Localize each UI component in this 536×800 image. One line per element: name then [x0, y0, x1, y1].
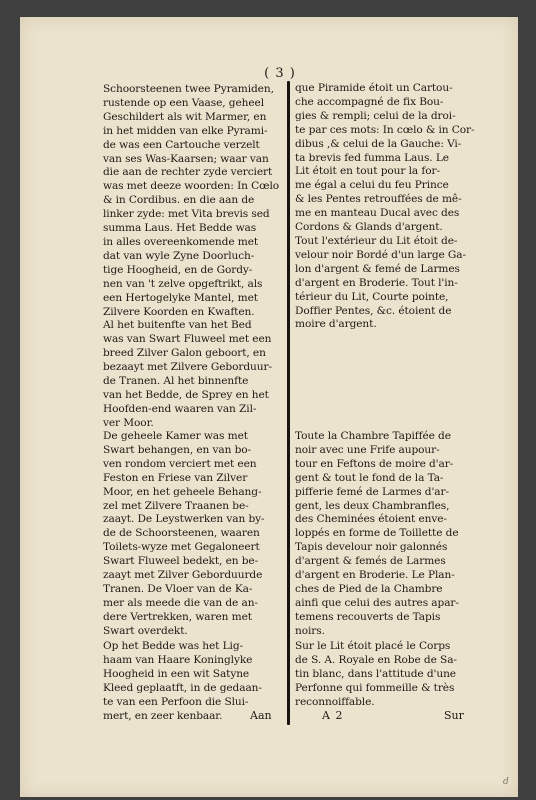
text-line: che accompagné de fix Bou- — [295, 95, 444, 108]
text-line: van ses Was-Kaarsen; waar van — [103, 152, 269, 165]
text-line: me égal a celui du feu Prince — [295, 179, 449, 192]
text-line: van het Bedde, de Sprey en het — [103, 388, 269, 401]
text-line: ver Moor. — [103, 416, 154, 429]
text-line: & in Cordibus. en die aan de — [103, 194, 255, 207]
text-line: in het midden van elke Pyrami- — [103, 124, 268, 137]
left-column-paragraph-1 — [103, 83, 279, 431]
text-line: me en manteau Ducal avec des — [295, 207, 460, 220]
text-line: dibus ,& celui de la Gauche: Vi- — [295, 137, 462, 150]
text-line: Tout l'extérieur du Lit étoit de- — [295, 234, 458, 247]
text-line: zaayt. De Leystwerken van by- — [103, 513, 265, 526]
text-line: mer als meede die van de an- — [103, 596, 258, 609]
text-line: die aan de rechter zyde verciert — [103, 166, 273, 179]
text-line: Moor, en het geheele Behang- — [103, 485, 262, 498]
signature-mark: A 2 — [322, 709, 344, 722]
text-line: mert, en zeer kenbaar. — [103, 709, 223, 722]
text-line: was met deeze woorden: In Cœlo — [103, 180, 280, 193]
text-line: bezaayt met Zilvere Geborduur- — [103, 361, 272, 374]
text-line: Op het Bedde was het Lig- — [103, 640, 243, 652]
text-line: in alles overeenkomende met — [103, 235, 259, 248]
text-line: Geschildert als wit Marmer, en — [103, 110, 267, 123]
text-line: loppés en forme de Toillette de — [295, 527, 459, 540]
text-line: Doffier Pentes, &c. étoient de — [295, 304, 452, 317]
text-line: de Tranen. Al het binnenfte — [103, 375, 249, 388]
text-line: que Piramide étoit un Cartou- — [295, 82, 453, 94]
text-line: Kleed geplaatft, in de gedaan- — [103, 681, 262, 694]
text-line: d'argent en Broderie. Le Plan- — [295, 569, 455, 582]
text-line: De geheele Kamer was met — [103, 430, 248, 442]
text-line: dere Vertrekken, waren met — [103, 610, 252, 623]
text-line: moire d'argent. — [295, 318, 377, 331]
text-line: Swart behangen, en van bo- — [103, 443, 252, 456]
text-line: tour en Feftons de moire d'ar- — [295, 457, 454, 470]
text-line: summa Laus. Het Bedde was — [103, 222, 257, 235]
text-line: een Hertogelyke Mantel, met — [103, 291, 258, 304]
text-line: Perfonne qui fommeille & très — [295, 681, 455, 694]
right-column-paragraph-1 — [295, 82, 475, 332]
text-line: breed Zilver Galon geboort, en — [103, 347, 266, 360]
text-line: Al het buitenfte van het Bed — [103, 319, 252, 332]
text-line: gent & tout le fond de la Ta- — [295, 471, 444, 484]
text-line: lon d'argent & femé de Larmes — [295, 262, 460, 275]
page-number: ( 3 ) — [264, 66, 296, 81]
text-line: & les Pentes retrouffées de mê- — [295, 193, 462, 206]
text-line: d'argent & femés de Larmes — [295, 555, 446, 568]
text-line: Hoofden-end waaren van Zil- — [103, 402, 257, 415]
text-line: nen van 't zelve opgeftrikt, als — [103, 277, 263, 290]
text-line: rustende op een Vaase, geheel — [103, 96, 264, 109]
text-line: temens recouverts de Tapis — [295, 610, 441, 623]
text-line: Lit étoit en tout pour la for- — [295, 165, 440, 178]
text-line: noir avec une Frife aupour- — [295, 443, 440, 456]
text-line: dat van wyle Zyne Doorluch- — [103, 249, 255, 262]
text-line: de de Schoorsteenen, waaren — [103, 527, 260, 540]
text-line: ven rondom verciert met een — [103, 457, 257, 470]
text-line: reconnoiffable. — [295, 695, 375, 708]
catchword-left: Aan — [250, 709, 272, 722]
catchword-right: Sur — [444, 709, 464, 722]
text-line: ta brevis fed fumma Laus. Le — [295, 151, 449, 164]
text-line: tige Hoogheid, en de Gordy- — [103, 263, 253, 276]
pencil-mark: d — [503, 777, 509, 787]
right-column-paragraph-3 — [295, 640, 459, 710]
text-line: Schoorsteenen twee Pyramiden, — [103, 83, 274, 95]
text-line: térieur du Lit, Courte pointe, — [295, 290, 449, 303]
text-line: Cordons & Glands d'argent. — [295, 221, 443, 234]
text-line: Hoogheid in een wit Satyne — [103, 667, 250, 680]
text-line: gies & rempli; celui de la droi- — [295, 109, 456, 122]
text-line: Tranen. De Vloer van de Ka- — [103, 582, 253, 595]
text-line: gent, les deux Chambranfles, — [295, 499, 450, 512]
left-column-paragraph-2 — [103, 430, 279, 639]
text-line: Tapis develour noir galonnés — [295, 541, 448, 554]
text-line: Toilets-wyze met Gegaloneert — [103, 541, 260, 554]
text-line: te van een Perfoon die Slui- — [103, 695, 249, 708]
text-line: de was een Cartouche verzelt — [103, 138, 260, 151]
text-line: noirs. — [295, 624, 325, 637]
text-line: d'argent en Broderie. Tout l'in- — [295, 276, 458, 289]
text-line: te par ces mots: In cœlo & in Cor- — [295, 123, 475, 136]
text-line: was van Swart Fluweel met een — [103, 333, 272, 346]
text-line: Zilvere Koorden en Kwaften. — [103, 305, 255, 318]
text-line: Swart overdekt. — [103, 624, 188, 637]
text-line: zaayt met Zilver Geborduurde — [103, 569, 263, 582]
text-line: des Cheminées étoient enve- — [295, 513, 447, 526]
column-divider-rule — [287, 81, 290, 725]
text-line: Feston en Friese van Zilver — [103, 471, 248, 484]
right-column-paragraph-2 — [295, 430, 459, 639]
text-line: tin blanc, dans l'attitude d'une — [295, 667, 456, 680]
text-line: zel met Zilvere Traanen be- — [103, 499, 249, 512]
text-line: linker zyde: met Vita brevis sed — [103, 208, 270, 221]
text-line: de S. A. Royale en Robe de Sa- — [295, 653, 457, 666]
text-line: Swart Fluweel bedekt, en be- — [103, 555, 259, 568]
text-line: ainfi que celui des autres apar- — [295, 596, 459, 609]
text-line: ches de Pied de la Chambre — [295, 582, 443, 595]
text-line: velour noir Bordé d'un large Ga- — [295, 248, 466, 261]
text-line: Toute la Chambre Tapiffée de — [295, 430, 451, 442]
text-line: Sur le Lit étoit placé le Corps — [295, 640, 451, 652]
text-line: pifferie femé de Larmes d'ar- — [295, 485, 449, 498]
text-line: haam van Haare Koninglyke — [103, 653, 253, 666]
